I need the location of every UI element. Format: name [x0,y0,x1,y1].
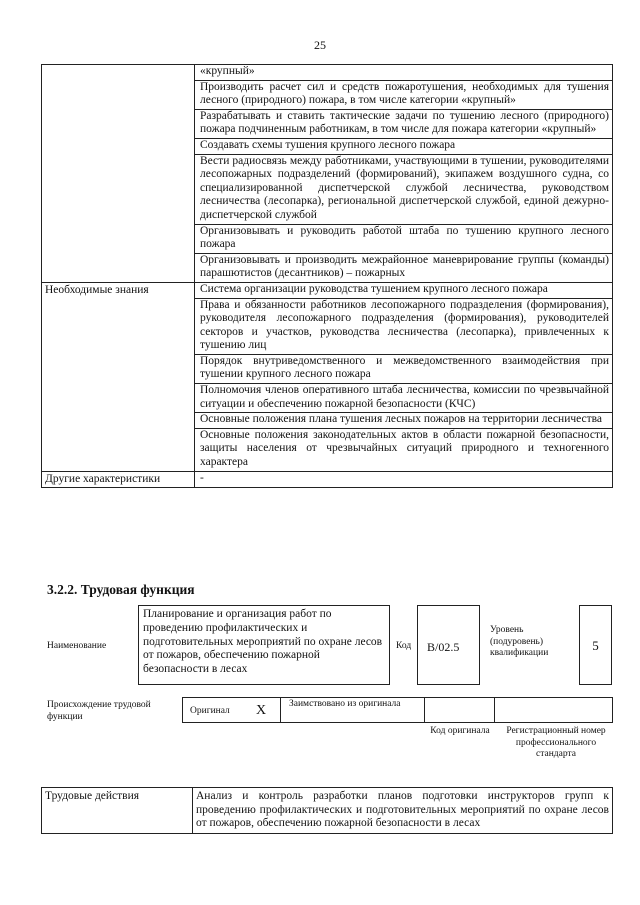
actions-table [41,787,613,834]
code-label: Код [396,641,412,651]
divider [424,697,425,723]
action-item: Анализ и контроль разработки планов подготовки инструкторов групп к проведению профилактических и подготовительных мероприятий по охране лесов от пожаров, обеспечению пожарной безопасности в лесах [193,788,613,834]
knowledge-item: Основные положения плана тушения лесных пожаров на территории лесничества [195,413,613,429]
code-original-label: Код оригинала [430,726,490,736]
origin-label: Происхождение трудовой функции [47,700,151,722]
reg-number-label: Регистрационный номер профессионального стандарта [506,726,606,759]
level-label: Уровень (подуровень) квалификации [490,625,549,658]
original-label: Оригинал [190,706,230,716]
skill-item: «крупный» [195,65,613,81]
skill-item: Разрабатывать и ставить тактические задачи по тушению лесного (природного) пожара подчиненным работникам, в том числе для пожара категории «крупный» [195,109,613,138]
skill-item: Производить расчет сил и средств пожаротушения, необходимых для тушения лесного (природного) пожара, в том числе категории «крупный» [195,80,613,109]
function-name: Планирование и организация работ по проведению профилактических и подготовительных мероприятий по охране лесов от пожаров, обеспечению пожарной безопасности в лесах [138,605,390,685]
skill-item: Создавать схемы тушения крупного лесного пожара [195,138,613,154]
original-mark: X [256,703,267,718]
knowledge-item: Полномочия членов оперативного штаба лесничества, комиссии по чрезвычайной ситуации и обеспечению пожарной безопасности (КЧС) [195,384,613,413]
name-label: Наименование [47,641,107,651]
skill-item: Вести радиосвязь между работниками, участвующими в тушении, руководителями лесопожарных подразделений (формирований), экипажем воздушного судна, со специализированной диспетчерской службой лесничества, руководством лесничества (лесопарка), региональной диспетчерской службой, единой дежурно-диспетчерской службой [195,154,613,224]
borrowed-label: Заимствовано из оригинала [289,699,401,709]
actions-label: Трудовые действия [42,788,193,834]
skill-item: Организовывать и руководить работой штаба по тушению крупного лесного пожара [195,224,613,253]
function-code: B/02.5 [417,605,480,685]
page-number: 25 [314,38,326,52]
section-heading: 3.2.2. Трудовая функция [47,582,195,597]
knowledge-item: Права и обязанности работников лесопожарного подразделения (формирования), руководителя лесопожарного подразделения (формирования), руководителей секторов и участков, руководства лесничества (лесопарка), привлеченных к тушению лиц [195,298,613,354]
qualification-level: 5 [579,605,612,685]
skill-item: Организовывать и производить межрайонное маневрирование группы (команды) парашютистов (десантников) – пожарных [195,253,613,282]
knowledge-item: Основные положения законодательных актов в области пожарной безопасности, защиты населения от чрезвычайных ситуаций природного и техногенного характера [195,428,613,471]
divider [494,697,495,723]
other-label: Другие характеристики [42,471,195,488]
knowledge-item: Система организации руководства тушением крупного лесного пожара [195,282,613,298]
knowledge-table [41,64,613,488]
knowledge-item: Порядок внутриведомственного и межведомственного взаимодействия при тушении крупного лесного пожара [195,354,613,383]
empty-label-cell [42,65,195,283]
other-value: - [195,471,613,488]
knowledge-label: Необходимые знания [42,282,195,471]
divider [280,697,281,723]
